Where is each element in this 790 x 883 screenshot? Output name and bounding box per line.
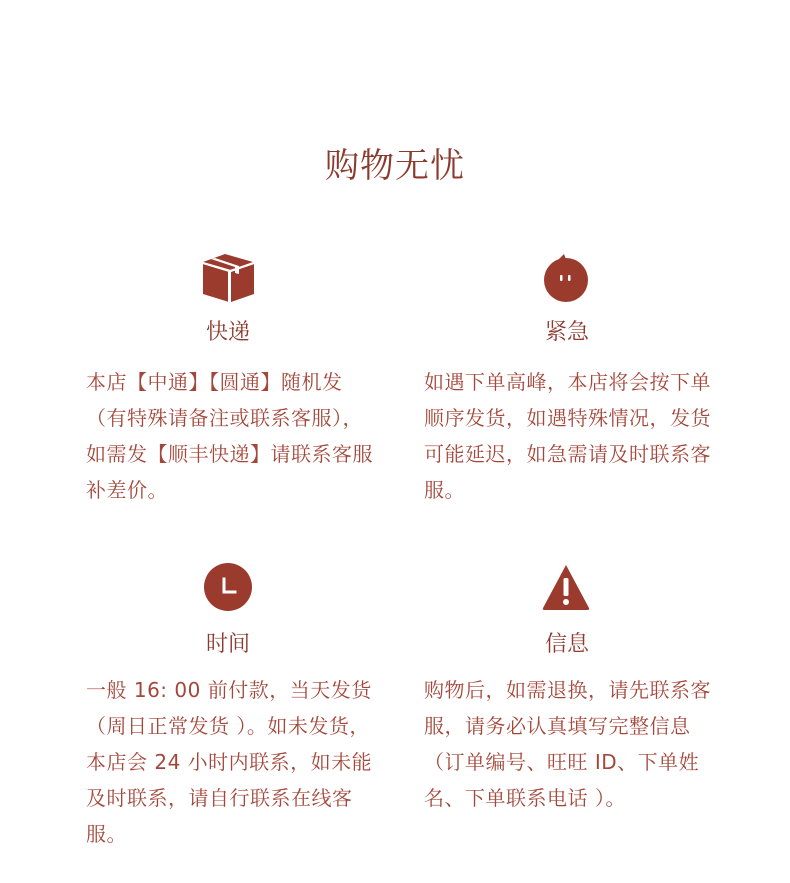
card-text: 购物后，如需退换，请先联系客服，请务必认真填写完整信息（订单编号、旺旺 ID、下单姓名、下单联系电话 ）。 [424, 678, 711, 810]
page-title: 购物无忧 [325, 146, 465, 186]
card-title: 时间 [205, 632, 250, 657]
clock-icon [203, 562, 263, 618]
package-box-icon [199, 252, 259, 308]
card-title: 紧急 [544, 320, 589, 345]
card-text: 如遇下单高峰，本店将会按下单顺序发货，如遇特殊情况，发货可能延迟，如急需请及时联系客服。 [424, 370, 711, 502]
chat-bubble-icon [541, 252, 601, 308]
card-text: 一般 16: 00 前付款，当天发货（周日正常发货 ）。如未发货，本店会 24 小时内联系，如未能及时联系，请自行联系在线客服。 [86, 678, 373, 846]
card-title: 信息 [544, 632, 589, 657]
card-text: 本店【中通】【圆通】随机发（有特殊请备注或联系客服），如需发【顺丰快递】请联系客服补差价。 [86, 370, 373, 502]
warning-triangle-icon [541, 562, 601, 618]
card-title: 快递 [205, 320, 250, 345]
